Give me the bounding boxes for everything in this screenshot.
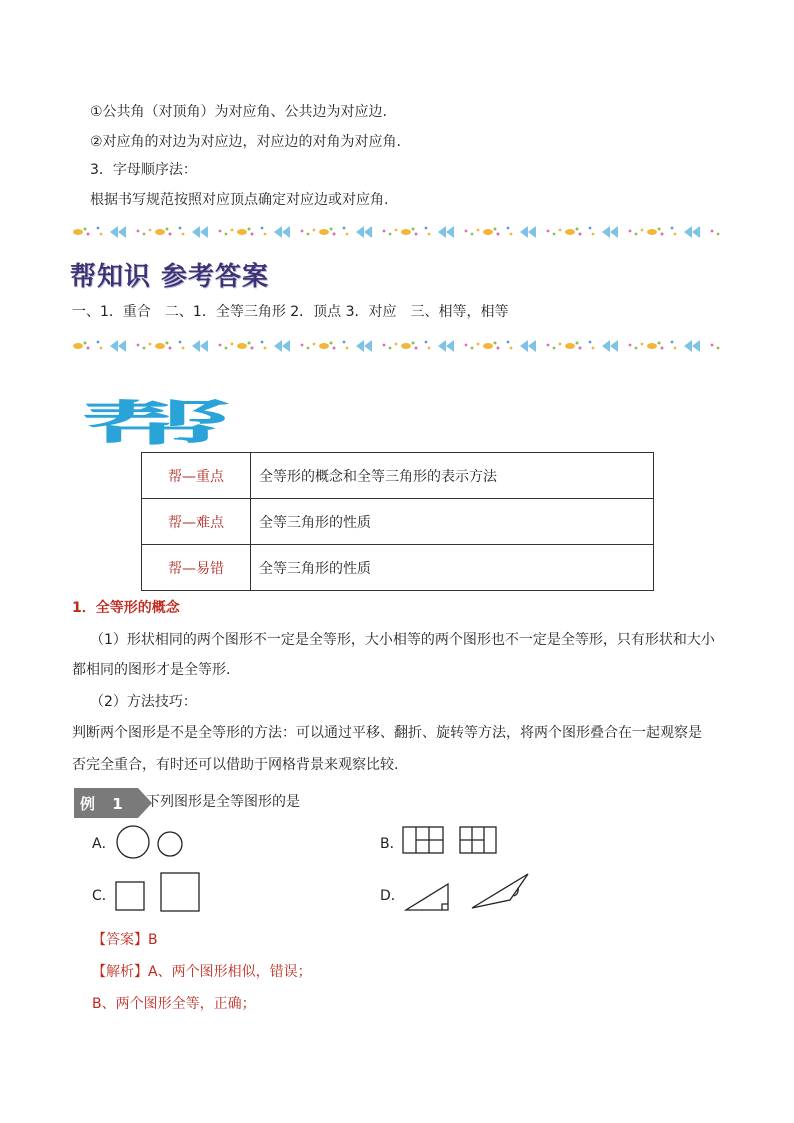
intro-line-3: 3．字母顺序法： [90,162,197,178]
section-para-1a: （1）形状相同的两个图形不一定是全等形，大小相等的两个图形也不一定是全等形，只有形状和大小 [90,632,715,648]
section-para-3b: 否完全重合，有时还可以借助于网格背景来观察比较. [72,757,399,773]
butterfly-divider-top [72,222,722,242]
answer-value: B [148,932,158,948]
option-b-label: B． [380,836,404,852]
answer-line [92,930,158,950]
butterfly-divider-bottom [72,336,722,356]
intro-line-4: 根据书写规范按照对应顶点确定对应边或对应角. [90,192,389,208]
option-a-circles [116,824,186,860]
row-key: 帮—难点 [142,499,251,545]
help-table [141,452,654,591]
page-heading: 帮知识 参考答案 [70,262,270,292]
answers-line: 一、1．重合 二、1．全等三角形 2．顶点 3．对应 三、相等，相等 [72,304,509,320]
analysis-tag: 【解析】 [92,964,148,980]
row-value: 全等形的概念和全等三角形的表示方法 [251,453,654,499]
example-badge-label: 例 1 [80,795,129,813]
intro-line-2: ②对应角的对边为对应边，对应边的对角为对应角. [90,134,401,150]
bang-logo [74,396,234,448]
table-row [142,453,654,499]
option-c-squares [114,870,204,914]
row-value: 全等三角形的性质 [251,499,654,545]
intro-line-1: ①公共角（对顶角）为对应角、公共边为对应边. [90,104,387,120]
section-para-1b: 都相同的图形才是全等形. [72,662,231,678]
row-value: 全等三角形的性质 [251,545,654,591]
option-c-label: C． [92,888,116,904]
answer-tag: 【答案】 [92,932,148,948]
section-title: 1．全等形的概念 [72,600,180,616]
table-row [142,499,654,545]
option-d-triangles [402,870,532,914]
option-d-label: D． [380,888,405,904]
table-row [142,545,654,591]
svg-text:帮: 帮 [80,396,228,448]
option-b-grids [402,826,498,856]
row-key: 帮—易错 [142,545,251,591]
section-para-3a: 判断两个图形是不是全等形的方法：可以通过平移、翻折、旋转等方法，将两个图形叠合在一起观察是 [72,725,702,741]
example-question: 下列图形是全等图形的是 [146,794,300,810]
section-para-2: （2）方法技巧： [90,694,197,710]
analysis-text-1: A、两个图形相似，错误； [148,964,312,980]
option-a-label: A． [92,836,116,852]
analysis-line-1 [92,962,312,982]
analysis-line-2: B、两个图形全等，正确； [92,996,256,1012]
row-key: 帮—重点 [142,453,251,499]
